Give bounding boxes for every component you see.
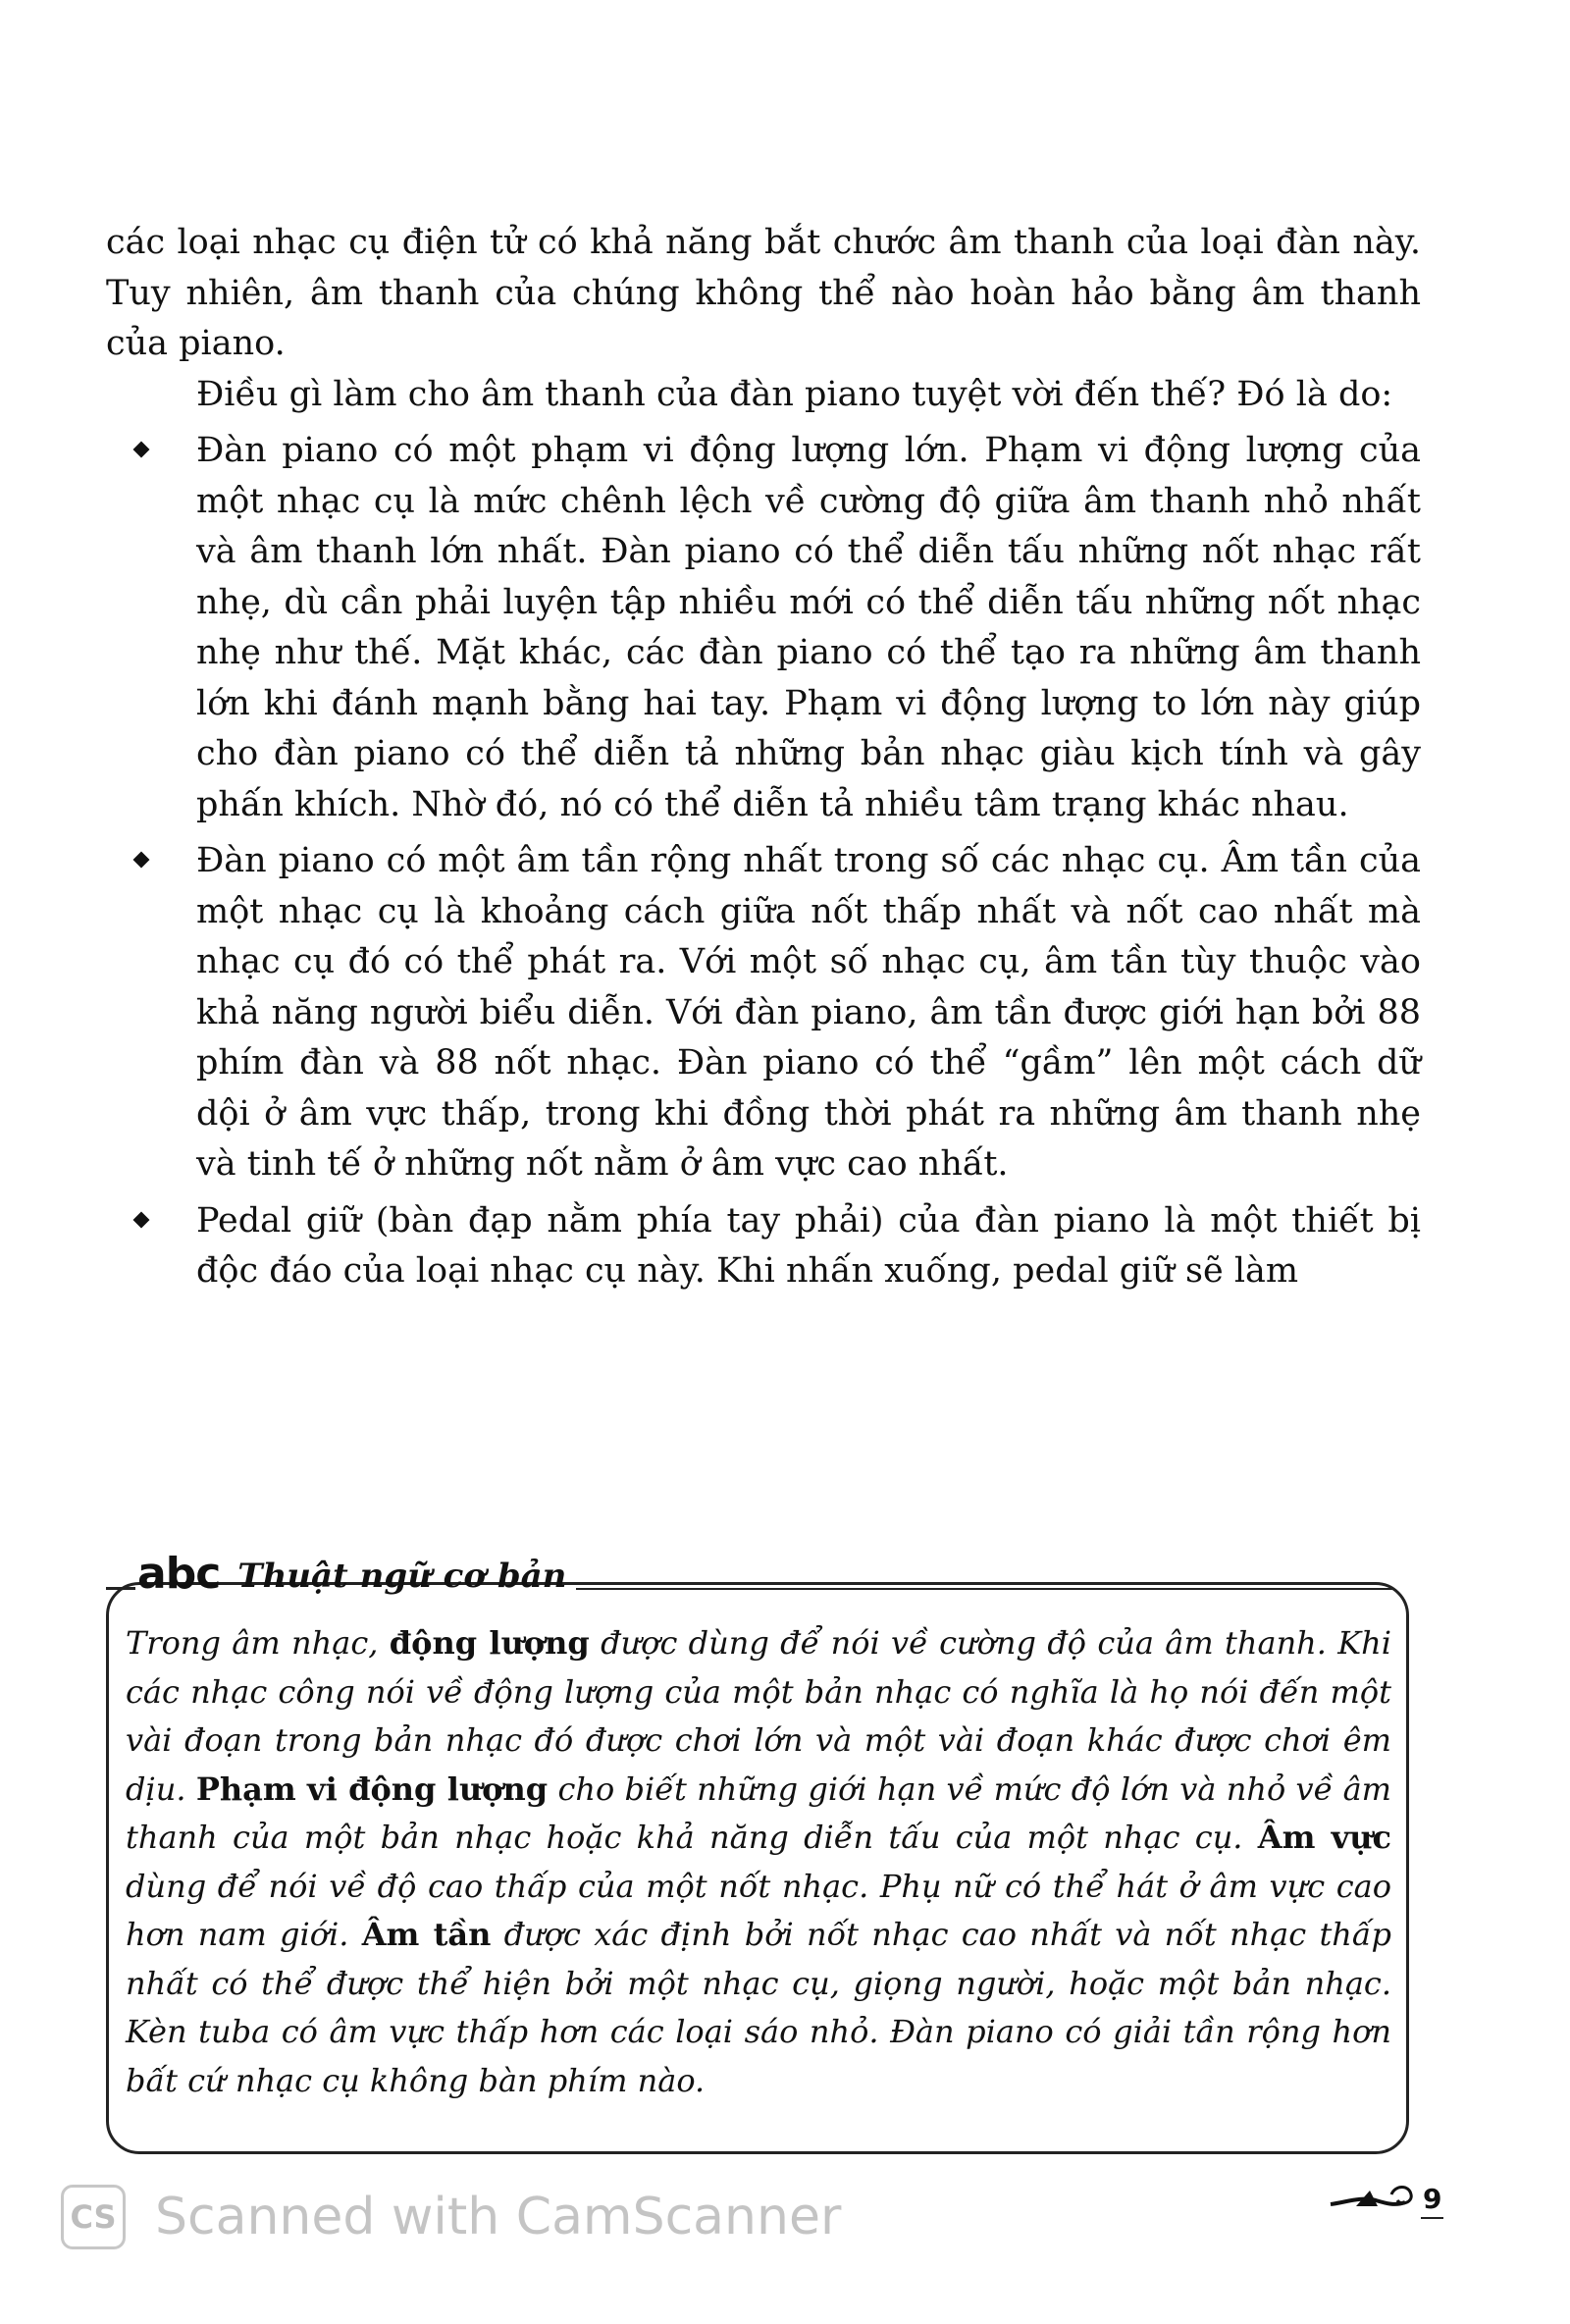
- glossary-title: Thuật ngữ cơ bản: [237, 1557, 567, 1596]
- glossary-divider-left: [106, 1587, 135, 1590]
- abc-logo: abc: [137, 1549, 221, 1599]
- diamond-bullet-icon: [133, 1211, 150, 1228]
- bullet-text: Đàn piano có một âm tần rộng nhất trong số các nhạc cụ. Âm tần của một nhạc cụ là khoảng cách giữa nốt thấp nhất và nốt cao nhất mà nhạc cụ đó có thể phát ra. Với một số nhạc cụ, âm tần tùy thuộc vào khả năng người biểu diễn. Với đàn piano, âm tần được giới hạn bởi 88 phím đàn và 88 nốt nhạc. Đàn piano có thể “gầm” lên một cách dữ dội ở âm vực thấp, trong khi đồng thời phát ra những âm thanh nhẹ và tinh tế ở những nốt nằm ở âm vực cao nhất.: [196, 841, 1421, 1184]
- bullet-list: [106, 426, 1421, 1297]
- bullet-text: Pedal giữ (bàn đạp nằm phía tay phải) của đàn piano là một thiết bị độc đáo của loại nhạc cụ này. Khi nhấn xuống, pedal giữ sẽ làm: [196, 1200, 1421, 1291]
- camscanner-logo: CS: [61, 2185, 126, 2249]
- bullet-item-dynamics: [106, 426, 1421, 830]
- paragraph-2: Điều gì làm cho âm thanh của đàn piano tuyệt vời đến thế? Đó là do:: [196, 374, 1393, 414]
- glossary-text: [126, 1619, 1391, 2105]
- term-dong-luong: động lượng: [389, 1624, 590, 1662]
- bullet-item-pedal: [106, 1196, 1421, 1297]
- bullet-text: Đàn piano có một phạm vi động lượng lớn. Phạm vi động lượng của một nhạc cụ là mức chênh lệch về cường độ giữa âm thanh nhỏ nhất và âm thanh lớn nhất. Đàn piano có thể diễn tấu những nốt nhạc rất nhẹ, dù cần phải luyện tập nhiều mới có thể diễn tấu những nốt nhạc nhẹ như thế. Mặt khác, các đàn piano có thể tạo ra những âm thanh lớn khi đánh mạnh bằng hai tay. Phạm vi động lượng to lớn này giúp cho đàn piano có thể diễn tả những bản nhạc giàu kịch tính và gây phấn khích. Nhờ đó, nó có thể diễn tả nhiều tâm trạng khác nhau.: [196, 431, 1421, 824]
- page-number: 9: [1421, 2183, 1443, 2219]
- glossary-segment: dùng để nói về độ cao thấp của một nốt nhạc. Phụ nữ có thể hát ở âm vực cao hơn nam giới.: [126, 1867, 1391, 1953]
- glossary-segment: cho biết những giới hạn về mức độ lớn và nhỏ về âm thanh của một bản nhạc hoặc khả năng diễn tấu của một nhạc cụ.: [126, 1769, 1392, 1856]
- term-am-vuc: Âm vực: [1257, 1819, 1392, 1856]
- bullet-item-range: [106, 836, 1421, 1190]
- paragraph-1: các loại nhạc cụ điện tử có khả năng bắt chước âm thanh của loại đàn này. Tuy nhiên, âm thanh của chúng không thể nào hoàn hảo bằng âm thanh của piano.: [106, 223, 1421, 363]
- diamond-bullet-icon: [133, 442, 150, 458]
- glossary-header: [137, 1549, 1393, 1599]
- glossary-segment: Trong âm nhạc,: [126, 1624, 390, 1662]
- glossary-segment: được dùng để nói về cường độ của âm thanh. Khi các nhạc công nói về động lượng của một bản nhạc có nghĩa là họ nói đến một vài đoạn trong bản nhạc đó được chơi lớn và một vài đoạn khác được chơi êm dịu.: [126, 1624, 1392, 1808]
- term-pham-vi-dong-luong: Phạm vi động lượng: [195, 1769, 549, 1808]
- term-am-tan: Âm tần: [361, 1916, 492, 1953]
- glossary-divider: [576, 1588, 1393, 1590]
- glossary-segment: được xác định bởi nốt nhạc cao nhất và nốt nhạc thấp nhất có thể được thể hiện bởi một nhạc cụ, giọng người, hoặc một bản nhạc. Kèn tuba có âm vực thấp hơn các loại sáo nhỏ. Đàn piano có giải tần rộng hơn bất cứ nhạc cụ không bàn phím nào.: [126, 1916, 1392, 2099]
- diamond-bullet-icon: [133, 852, 150, 869]
- camscanner-watermark: Scanned with CamScanner: [155, 2188, 842, 2246]
- body-text: [106, 218, 1421, 1303]
- swirl-ornament-icon: [1327, 2177, 1421, 2216]
